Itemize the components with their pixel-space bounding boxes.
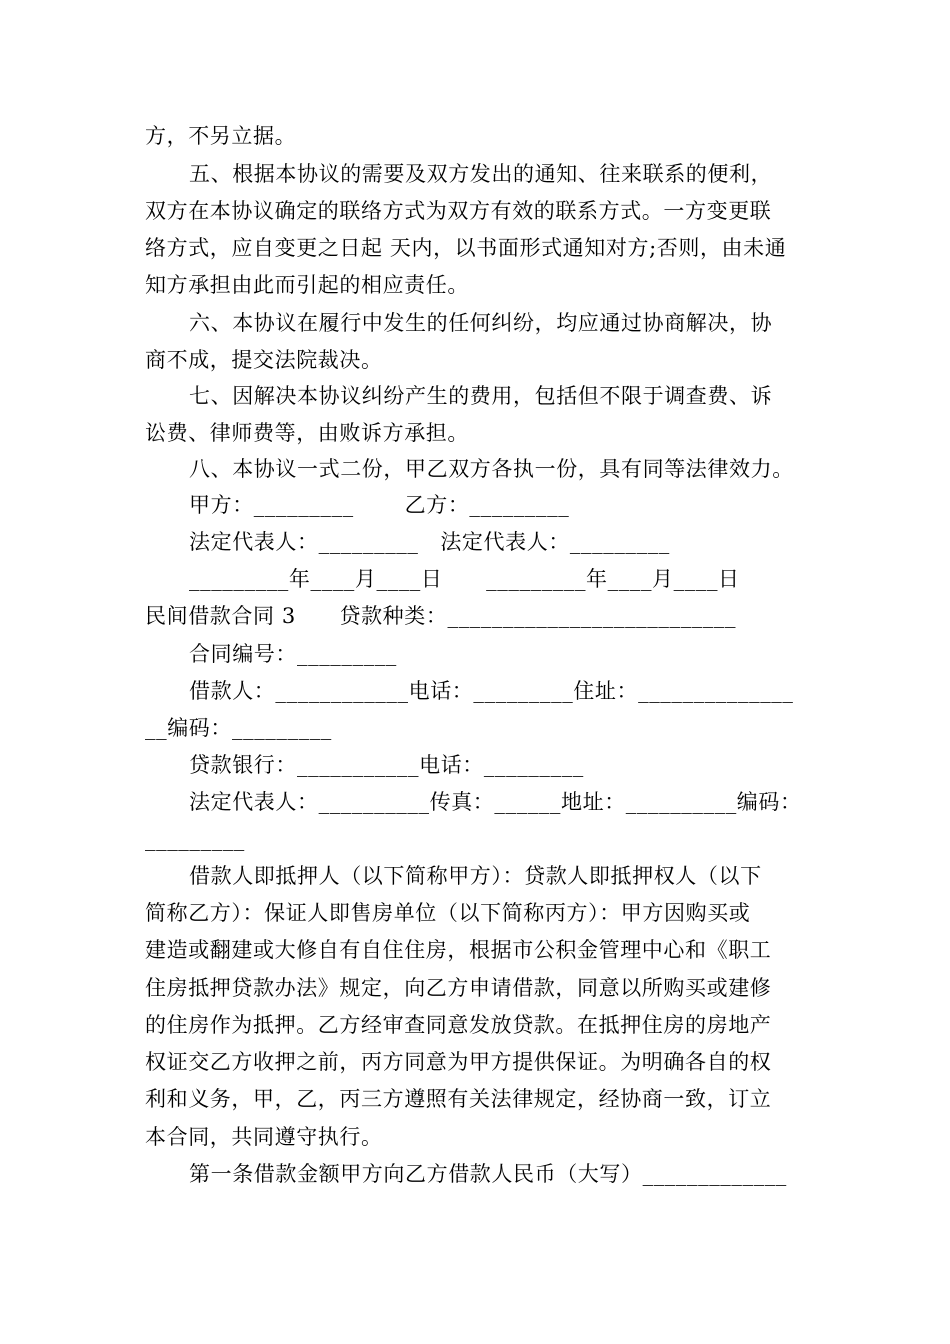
clause-6: 六、本协议在履行中发生的任何纠纷，均应通过协商解决，协 bbox=[189, 311, 773, 335]
text-line: 的住房作为抵押。乙方经审查同意发放贷款。在抵押住房的房地产 bbox=[145, 1013, 772, 1037]
text-line: 讼费、律师费等，由败诉方承担。 bbox=[145, 421, 469, 445]
clause-5: 五、根据本协议的需要及双方发出的通知、往来联系的便利， bbox=[189, 162, 773, 186]
text-line: 知方承担由此而引起的相应责任。 bbox=[145, 273, 469, 297]
text-line: __编码：_________ bbox=[145, 716, 332, 740]
clause-7: 七、因解决本协议纠纷产生的费用，包括但不限于调查费、诉 bbox=[189, 384, 773, 408]
contract-title-line: 民间借款合同 3 贷款种类：__________________________ bbox=[145, 604, 737, 628]
text-line: 方，不另立据。 bbox=[145, 124, 297, 148]
text-line: 双方在本协议确定的联络方式为双方有效的联系方式。一方变更联 bbox=[145, 199, 772, 223]
legal-rep-line: 法定代表人：__________传真：______地址：__________编码： bbox=[189, 790, 802, 814]
text-line: 住房抵押贷款办法》规定，向乙方申请借款，同意以所购买或建修 bbox=[145, 976, 772, 1000]
contract-number-line: 合同编号：_________ bbox=[189, 642, 397, 666]
text-line: 权证交乙方收押之前，丙方同意为甲方提供保证。为明确各自的权 bbox=[145, 1050, 772, 1074]
borrower-line: 借款人：____________电话：_________住址：______________ bbox=[189, 679, 794, 703]
text-line: 建造或翻建或大修自有自住住房，根据市公积金管理中心和《职工 bbox=[145, 938, 772, 962]
representative-signature-line: 法定代表人：_________ 法定代表人：_________ bbox=[189, 530, 670, 554]
party-signature-line: 甲方：_________ 乙方：_________ bbox=[189, 493, 570, 517]
clause-8: 八、本协议一式二份，甲乙双方各执一份，具有同等法律效力。 bbox=[189, 457, 794, 481]
date-line: _________年____月____日 _________年____月____日 bbox=[189, 567, 740, 591]
text-line: 络方式，应自变更之日起 天内，以书面形式通知对方;否则，由未通 bbox=[145, 236, 787, 260]
text-line: 简称乙方）：保证人即售房单位（以下简称丙方）：甲方因购买或 bbox=[145, 901, 751, 925]
text-line: 利和义务，甲，乙，丙三方遵照有关法律规定，经协商一致，订立 bbox=[145, 1087, 772, 1111]
article-1-line: 第一条借款金额甲方向乙方借款人民币（大写）_____________ bbox=[189, 1162, 787, 1186]
preamble-paragraph: 借款人即抵押人（以下简称甲方）：贷款人即抵押权人（以下 bbox=[189, 864, 762, 888]
text-line: 本合同，共同遵守执行。 bbox=[145, 1125, 383, 1149]
text-line: 商不成，提交法院裁决。 bbox=[145, 348, 383, 372]
text-line: _________ bbox=[145, 827, 245, 851]
lender-bank-line: 贷款银行：___________电话：_________ bbox=[189, 753, 584, 777]
